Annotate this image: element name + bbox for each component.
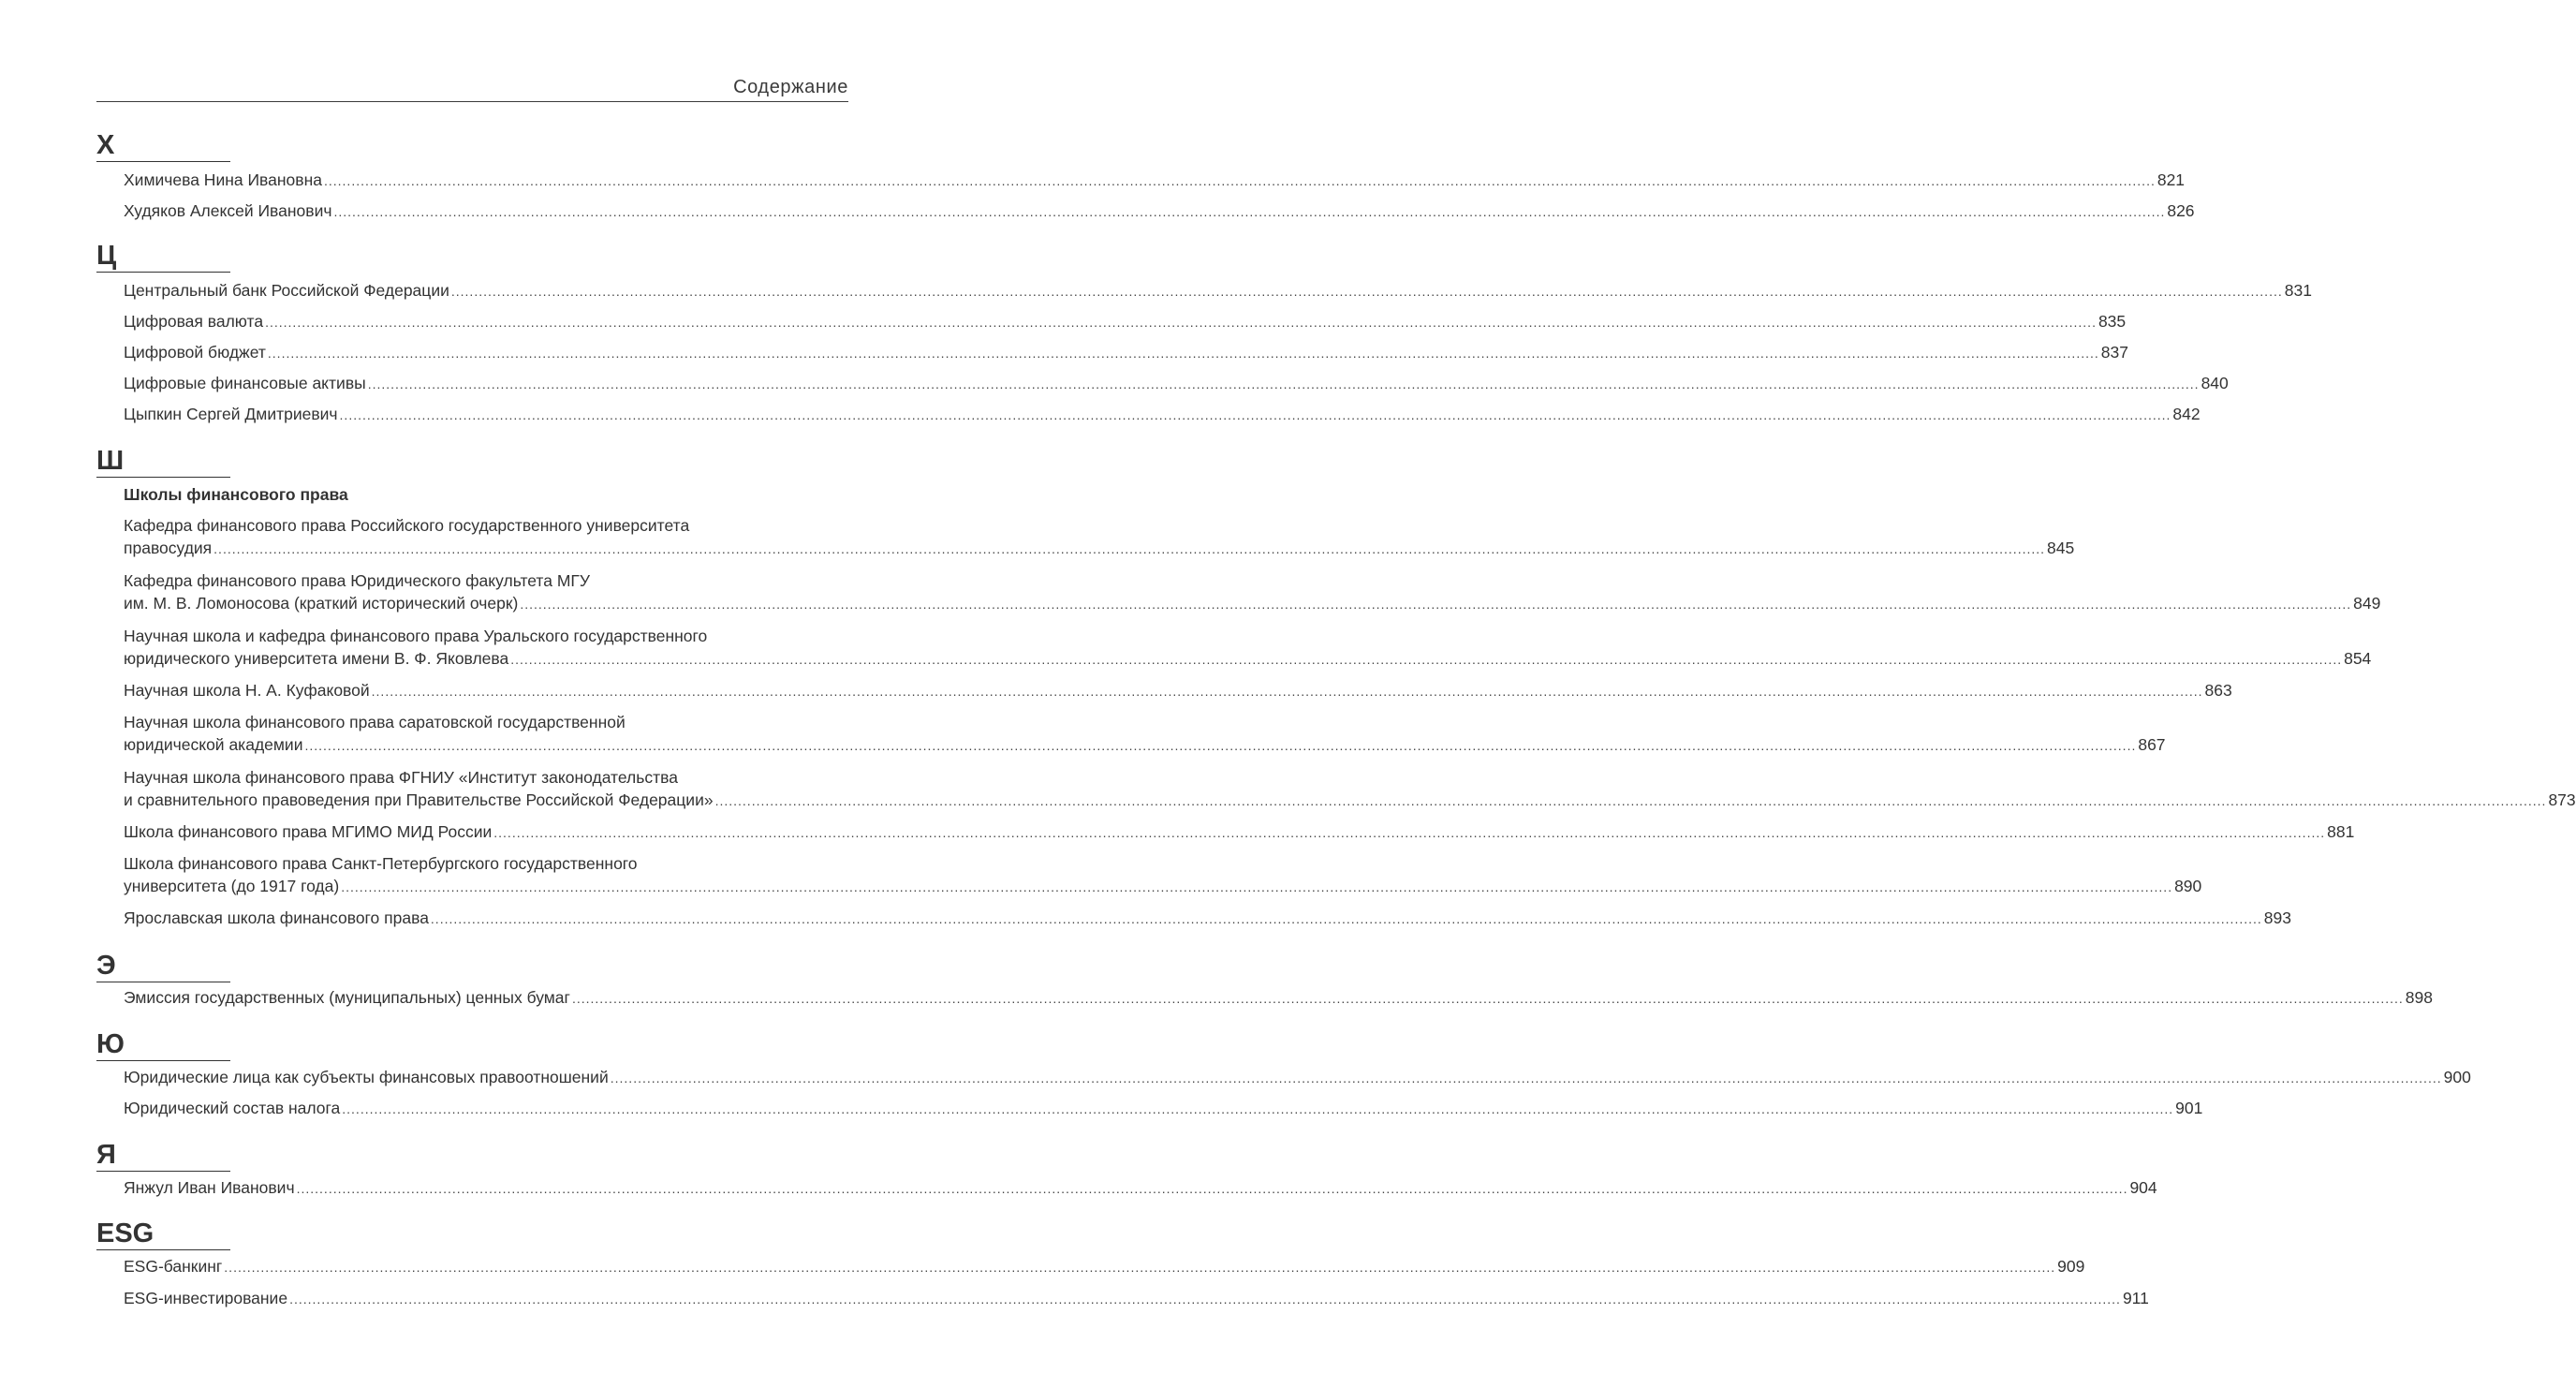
section-letter: Х [96,129,230,162]
toc-entry[interactable] [124,199,2195,223]
section-letter: Ш [96,445,230,478]
toc-entry[interactable] [124,679,2232,702]
toc-entry[interactable] [124,372,2229,395]
dot-leader: ................................................................................................................................................................................................................................................................................................................................................................................................................ [450,284,2283,299]
toc-entry-title-line: Эмиссия государственных (муниципальных) ценных бумаг [124,988,570,1007]
toc-entry-title-line: Школа финансового права МГИМО МИД России [124,822,493,841]
page-number: 909 [2057,1257,2085,1276]
dot-leader: ................................................................................................................................................................................................................................................................................................................................................................................................................ [714,793,2547,808]
section-letter: Ю [96,1028,230,1061]
dot-leader: ................................................................................................................................................................................................................................................................................................................................................................................................................ [342,1101,2174,1116]
page-number: 898 [2405,988,2433,1007]
dot-leader: ................................................................................................................................................................................................................................................................................................................................................................................................................ [371,684,2203,699]
page-number: 901 [2175,1099,2203,1117]
dot-leader: ................................................................................................................................................................................................................................................................................................................................................................................................................ [510,652,2343,667]
toc-entry-title-line: правосудия [124,539,213,557]
toc-entry[interactable] [124,169,2186,192]
toc-entry[interactable] [124,341,2128,364]
toc-entry[interactable] [124,1287,2149,1310]
dot-leader: ................................................................................................................................................................................................................................................................................................................................................................................................................ [333,204,2166,219]
dot-leader: ................................................................................................................................................................................................................................................................................................................................................................................................................ [296,1181,2128,1196]
dot-leader: ................................................................................................................................................................................................................................................................................................................................................................................................................ [341,879,2173,894]
toc-entry-title-line: Кафедра финансового права Российского государственного университета [124,516,690,535]
toc-entry[interactable] [124,907,2291,930]
toc-entry-title-line: Цыпкин Сергей Дмитриевич [124,405,338,423]
dot-leader: ................................................................................................................................................................................................................................................................................................................................................................................................................ [571,991,2404,1006]
toc-entry-title-line: Цифровая валюта [124,312,264,331]
page-number: 911 [2122,1289,2149,1307]
running-head [96,77,848,102]
page-number: 849 [2353,594,2381,613]
toc-entry-title-line: Юридический состав налога [124,1099,341,1117]
toc-entry[interactable] [124,625,2372,671]
toc-entry-title-line: Научная школа и кафедра финансового права Уральского государственного [124,627,708,645]
toc-entry-title-line: Научная школа финансового права саратовской государственной [124,713,626,731]
toc-entry[interactable] [124,986,2433,1010]
toc-entry-title-line: Цифровой бюджет [124,343,266,362]
dot-leader: ................................................................................................................................................................................................................................................................................................................................................................................................................ [289,1292,2121,1307]
section-letter: Ц [96,240,230,273]
dot-leader: ................................................................................................................................................................................................................................................................................................................................................................................................................ [367,377,2200,391]
toc-entry-title-line: Худяков Алексей Иванович [124,201,332,220]
dot-leader: ................................................................................................................................................................................................................................................................................................................................................................................................................ [323,173,2156,188]
toc-entry[interactable] [124,852,2202,898]
page-number: 873 [2548,790,2576,809]
dot-leader: ................................................................................................................................................................................................................................................................................................................................................................................................................ [520,597,2352,612]
dot-leader: ................................................................................................................................................................................................................................................................................................................................................................................................................ [339,407,2171,422]
toc-entry[interactable] [124,766,2576,812]
toc-entry-title-line: Кафедра финансового права Юридического факультета МГУ [124,571,591,590]
page-number: 821 [2156,170,2186,189]
page-number: 831 [2284,281,2312,300]
dot-leader: ................................................................................................................................................................................................................................................................................................................................................................................................................ [213,541,2046,556]
section-letter: Я [96,1139,230,1172]
toc-entry-title-line: юридической академии [124,735,303,754]
dot-leader: ................................................................................................................................................................................................................................................................................................................................................................................................................ [224,1260,2056,1275]
toc-entry[interactable] [124,514,2075,560]
section-letter: Э [96,950,230,982]
toc-entry[interactable] [124,820,2355,844]
page-number: 867 [2138,735,2166,754]
toc-entry[interactable] [124,569,2381,615]
page-title: Содержание [733,77,848,97]
toc-entry[interactable] [124,310,2127,333]
page-number: 900 [2443,1068,2471,1086]
dot-leader: ................................................................................................................................................................................................................................................................................................................................................................................................................ [610,1071,2442,1085]
page-number: 835 [2098,312,2127,331]
toc-entry-title-line: им. М. В. Ломоносова (краткий исторический очерк) [124,594,519,613]
toc-entry-title-line: Школа финансового права Санкт-Петербургского государственного [124,854,638,873]
dot-leader: ................................................................................................................................................................................................................................................................................................................................................................................................................ [430,911,2262,926]
toc-entry-title-line: и сравнительного правоведения при Правительстве Российской Федерации» [124,790,714,809]
toc-entry-title-line: Центральный банк Российской Федерации [124,281,449,300]
toc-entry-title-line: Ярославская школа финансового права [124,908,429,927]
toc-entry-title-line: Цифровые финансовые активы [124,374,366,392]
page-number: 904 [2129,1178,2157,1197]
page-number: 845 [2047,539,2075,557]
toc-entry-title-line: ESG-инвестирование [124,1289,288,1307]
toc-entry[interactable] [124,403,2201,426]
dot-leader: ................................................................................................................................................................................................................................................................................................................................................................................................................ [304,738,2137,753]
section-letter: ESG [96,1218,230,1250]
toc-entry[interactable] [124,711,2166,757]
toc-entry-title-line: Химичева Нина Ивановна [124,170,322,189]
toc-entry[interactable] [124,1176,2157,1200]
toc-entry[interactable] [124,279,2312,303]
section-subheading: Школы финансового права [124,485,348,504]
toc-entry[interactable] [124,1255,2085,1278]
toc-entry-title-line: Научная школа Н. А. Куфаковой [124,681,370,700]
dot-leader: ................................................................................................................................................................................................................................................................................................................................................................................................................ [265,315,2097,330]
toc-entry[interactable] [124,1097,2203,1120]
dot-leader: ................................................................................................................................................................................................................................................................................................................................................................................................................ [267,346,2099,361]
toc-entry-title-line: Научная школа финансового права ФГНИУ «Институт законодательства [124,768,678,787]
dot-leader: ................................................................................................................................................................................................................................................................................................................................................................................................................ [493,825,2326,840]
page-number: 842 [2172,405,2201,423]
toc-entry[interactable] [124,1066,2471,1089]
toc-entry-title-line: Янжул Иван Иванович [124,1178,295,1197]
page-number: 893 [2263,908,2291,927]
toc-entry-title-line: университета (до 1917 года) [124,877,340,895]
page-number: 881 [2327,822,2355,841]
toc-entry-title-line: юридического университета имени В. Ф. Яковлева [124,649,509,668]
toc-entry-title-line: ESG-банкинг [124,1257,223,1276]
page-number: 854 [2344,649,2372,668]
page-number: 837 [2100,343,2128,362]
page-number: 826 [2167,201,2195,220]
toc-entry-title-line: Юридические лица как субъекты финансовых правоотношений [124,1068,609,1086]
page-number: 840 [2201,374,2229,392]
page-number: 863 [2204,681,2232,700]
page-number: 890 [2174,877,2202,895]
